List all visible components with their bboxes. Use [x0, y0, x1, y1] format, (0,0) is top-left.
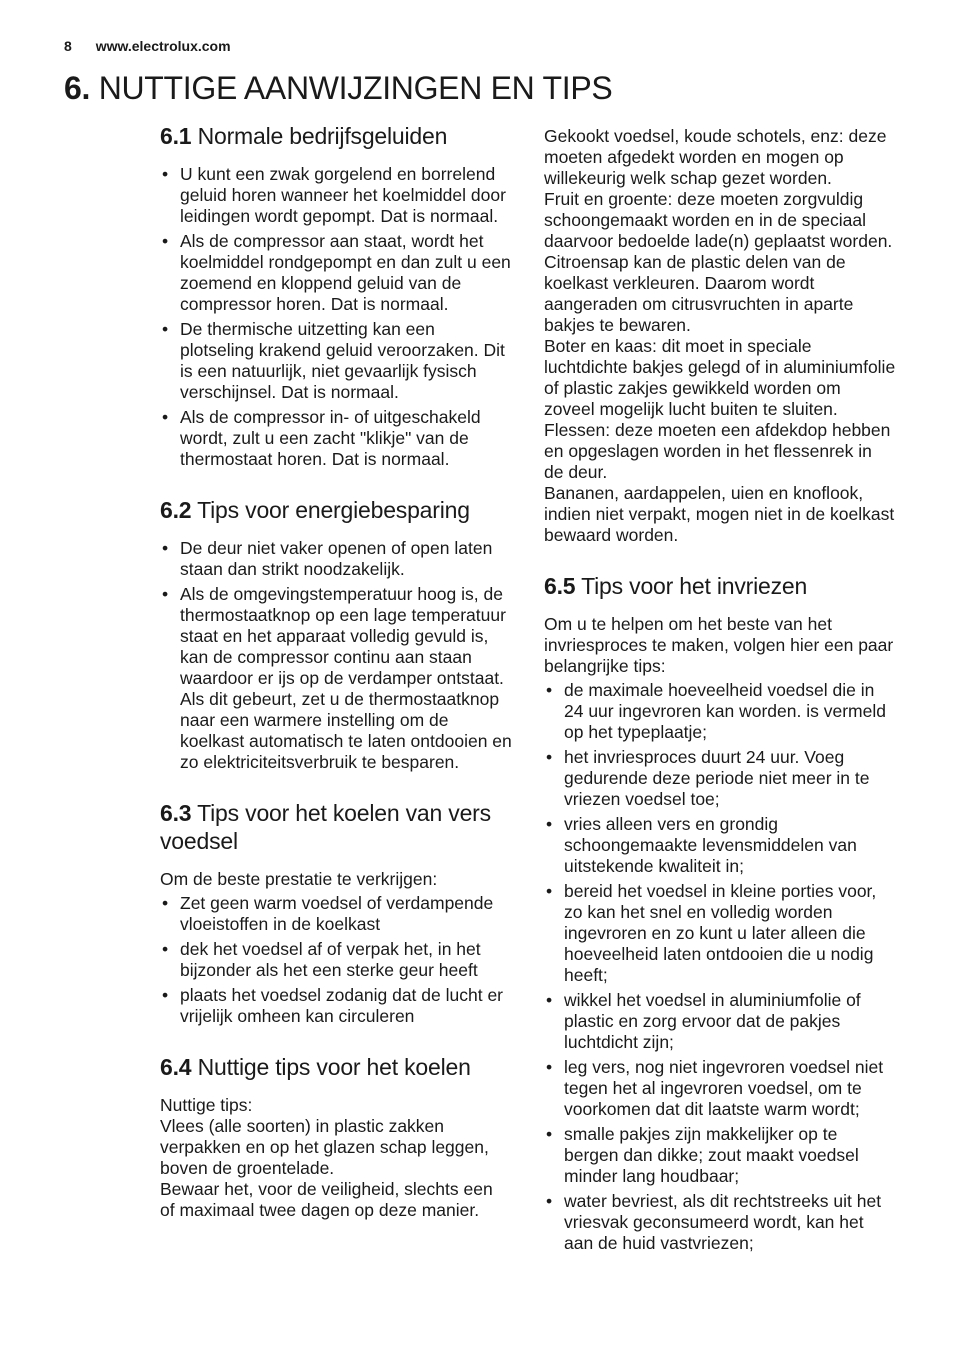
site-url: www.electrolux.com [95, 38, 231, 54]
list-item: • water bevriest, als dit rechtstreeks uit het vriesvak geconsumeerd wordt, kan het aan de huid vastvriezen; [544, 1191, 896, 1254]
list-item: • U kunt een zwak gorgelend en borrelend geluid horen wanneer het koelmiddel door leidingen wordt gepompt. Dat is normaal. [160, 164, 512, 227]
list-item: • dek het voedsel af of verpak het, in het bijzonder als het een sterke geur heeft [160, 939, 512, 981]
paragraph: Fruit en groente: deze moeten zorgvuldig schoongemaakt worden en in de speciaal daarvoor bedoelde lade(n) geplaatst worden. Citroensap kan de plastic delen van de koelkast verkleuren. Daarom wordt aangeraden om citrusvruchten in aparte bakjes te bewaren. [544, 189, 893, 335]
list-item: • smalle pakjes zijn makkelijker op te bergen dan dikke; zout maakt voedsel minder lang houdbaar; [544, 1124, 896, 1187]
page-number: 8 [64, 38, 72, 54]
left-column [160, 122, 512, 1221]
section-title: Tips voor het koelen van vers voedsel [160, 800, 491, 854]
right-column [544, 126, 896, 1258]
section-6-5-list [544, 680, 896, 1254]
section-6-2-list [160, 538, 512, 773]
section-6-1-list [160, 164, 512, 470]
paragraph: Bewaar het, voor de veiligheid, slechts een of maximaal twee dagen op deze manier. [160, 1179, 493, 1220]
list-item: • Als de compressor aan staat, wordt het koelmiddel rondgepompt en dan zult u een zoemend en kloppend geluid van de compressor horen. Dat is normaal. [160, 231, 512, 315]
list-item: • De thermische uitzetting kan een plotseling krakend geluid veroorzaken. Dit is een natuurlijk, niet gevaarlijk fysisch verschijnsel. Dat is normaal. [160, 319, 512, 403]
section-title: Normale bedrijfsgeluiden [197, 123, 448, 149]
list-item: • wikkel het voedsel in aluminiumfolie of plastic en zorg ervoor dat de pakjes luchtdicht zijn; [544, 990, 896, 1053]
chapter-title-text: NUTTIGE AANWIJZINGEN EN TIPS [98, 70, 613, 106]
paragraph: Vlees (alle soorten) in plastic zakken verpakken en op het glazen schap leggen, boven de groentelade. [160, 1116, 489, 1178]
section-6-2-heading [160, 496, 512, 524]
section-title: Tips voor energiebesparing [197, 497, 470, 523]
list-item: • vries alleen vers en grondig schoongemaakte levensmiddelen van uitstekende kwaliteit in; [544, 814, 896, 877]
list-item: • Als de compressor in- of uitgeschakeld wordt, zult u een zacht "klikje" van de thermostaat horen. Dat is normaal. [160, 407, 512, 470]
paragraph: Bananen, aardappelen, uien en knoflook, indien niet verpakt, mogen niet in de koelkast bewaard worden. [544, 483, 895, 545]
section-6-4-heading [160, 1053, 512, 1081]
list-item: • leg vers, nog niet ingevroren voedsel niet tegen het al ingevroren voedsel, om te voorkomen dat dit laatste warm wordt; [544, 1057, 896, 1120]
chapter-title [64, 68, 612, 108]
list-item: • Als de omgevingstemperatuur hoog is, de thermostaatknop op een lage temperatuur staat en het apparaat volledig gevuld is, kan de compressor continu aan staan waardoor er ijs op de verdamper ontstaat. Als dit gebeurt, zet u de thermostaatknop naar een warmere instelling om de koelkast automatisch te laten ontdooien en zo elektriciteitsverbruik te besparen. [160, 584, 512, 773]
list-item: • het invriesproces duurt 24 uur. Voeg gedurende deze periode niet meer in te vriezen voedsel toe; [544, 747, 896, 810]
list-item: • Zet geen warm voedsel of verdampende vloeistoffen in de koelkast [160, 893, 512, 935]
section-6-3-heading [160, 799, 512, 855]
section-6-3-list [160, 893, 512, 1027]
page-header [64, 38, 231, 54]
section-number: 6.1 [160, 123, 192, 149]
chapter-number: 6. [64, 70, 91, 106]
section-6-5-intro: Om u te helpen om het beste van het invriesproces te maken, volgen hier een paar belangrijke tips: [544, 614, 894, 676]
section-title: Tips voor het invriezen [581, 573, 808, 599]
list-item: • de maximale hoeveelheid voedsel die in 24 uur ingevroren kan worden. is vermeld op het typeplaatje; [544, 680, 896, 743]
paragraph: Boter en kaas: dit moet in speciale luchtdichte bakjes gelegd of in aluminiumfolie of plastic zakjes gewikkeld worden om zoveel mogelijk lucht buiten te sluiten. [544, 336, 896, 419]
paragraph: Gekookt voedsel, koude schotels, enz: deze moeten afgedekt worden en mogen op willekeurig welk schap gezet worden. [544, 126, 887, 188]
paragraph: Flessen: deze moeten een afdekdop hebben en opgeslagen worden in het flessenrek in de deur. [544, 420, 891, 482]
paragraph: Nuttige tips: [160, 1095, 253, 1115]
section-number: 6.2 [160, 497, 192, 523]
section-6-1-heading [160, 122, 512, 150]
section-number: 6.4 [160, 1054, 192, 1080]
list-item: • De deur niet vaker openen of open laten staan dan strikt noodzakelijk. [160, 538, 512, 580]
section-number: 6.3 [160, 800, 192, 826]
list-item: • bereid het voedsel in kleine porties voor, zo kan het snel en volledig worden ingevroren en zo kunt u later alleen die hoeveelheid laten ontdooien die u nodig heeft; [544, 881, 896, 986]
list-item: • plaats het voedsel zodanig dat de lucht er vrijelijk omheen kan circuleren [160, 985, 512, 1027]
section-6-5-heading [544, 572, 896, 600]
section-title: Nuttige tips voor het koelen [197, 1054, 471, 1080]
section-6-3-intro: Om de beste prestatie te verkrijgen: [160, 869, 438, 889]
section-number: 6.5 [544, 573, 576, 599]
